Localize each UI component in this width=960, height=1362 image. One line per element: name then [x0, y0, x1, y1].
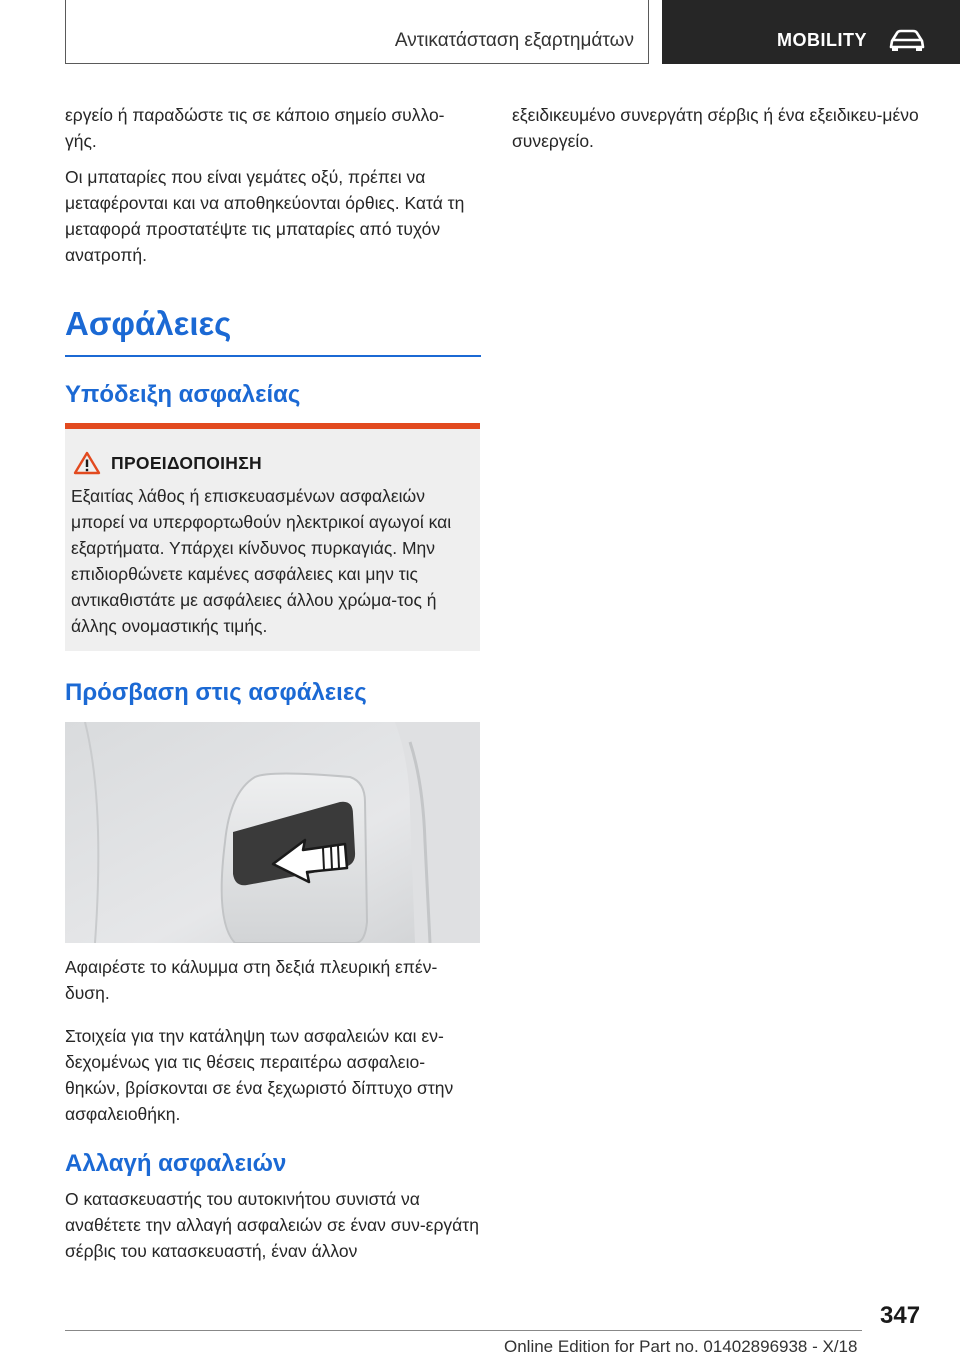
section-title-rule: [65, 355, 481, 357]
brand-label: MOBILITY: [777, 30, 867, 50]
warning-text: Εξαιτίας λάθος ή επισκευασμένων ασφαλειών μπορεί να υπερφορτωθούν ηλεκτρικοί αγωγοί και εξαρτήματα. Υπάρχει κίνδυνος πυρκαγιάς. Μην επιδιορθώνετε καμένες ασφάλειες και μην τις αντικαθιστάτε με ασφάλειες άλλου χρώμα-τος ή άλλης ονομαστικής τιμής.: [71, 486, 452, 636]
replace-heading: Αλλαγή ασφαλειών: [65, 1150, 287, 1177]
footer-edition: Online Edition for Part no. 01402896938 - X/18: [504, 1337, 858, 1356]
warning-box: [65, 423, 480, 651]
header-section-tab: [65, 0, 649, 64]
section-title: Ασφάλειες: [65, 305, 232, 342]
warning-title: ΠΡΟΕΙΔΟΠΟΙΗΣΗ: [111, 453, 262, 473]
warning-triangle-icon: [73, 451, 101, 475]
footer-rule: [65, 1330, 862, 1331]
fuse-cover-photo: [65, 722, 480, 943]
left-intro: [65, 102, 481, 268]
access-paragraph-2: Στοιχεία για την κατάληψη των ασφαλειών και εν-δεχομένως για τις θέσεις περαιτέρω ασφαλειο-θηκών, βρίσκονται σε ένα ξεχωριστό δίπτυχο στην ασφαλειοθήκη.: [65, 1026, 454, 1124]
header-section-title: Αντικατάσταση εξαρτημάτων: [394, 30, 634, 51]
access-paragraph-1: Αφαιρέστε το κάλυμμα στη δεξιά πλευρική επέν-δυση.: [65, 957, 438, 1003]
car-icon: [889, 29, 925, 51]
header-brand-block: [662, 0, 960, 64]
access-heading: Πρόσβαση στις ασφάλειες: [65, 679, 367, 706]
intro-paragraph-1: εργείο ή παραδώστε τις σε κάποιο σημείο συλλο-γής.: [65, 105, 445, 151]
intro-paragraph-2: Οι μπαταρίες που είναι γεμάτες οξύ, πρέπει να μεταφέρονται και να αποθηκεύονται όρθιες. Κατά τη μεταφορά προστατέψτε τις μπαταρίες από τυχόν ανατροπή.: [65, 167, 465, 265]
replace-paragraph: Ο κατασκευαστής του αυτοκινήτου συνιστά να αναθέτετε την αλλαγή ασφαλειών σε έναν συν-εργάτη σέρβις του κατασκευαστή, έναν άλλον: [65, 1189, 479, 1261]
safety-heading: Υπόδειξη ασφαλείας: [65, 381, 301, 408]
page-number: 347: [880, 1302, 921, 1329]
right-paragraph: εξειδικευμένο συνεργάτη σέρβις ή ένα εξειδικευ-μένο συνεργείο.: [512, 105, 919, 151]
